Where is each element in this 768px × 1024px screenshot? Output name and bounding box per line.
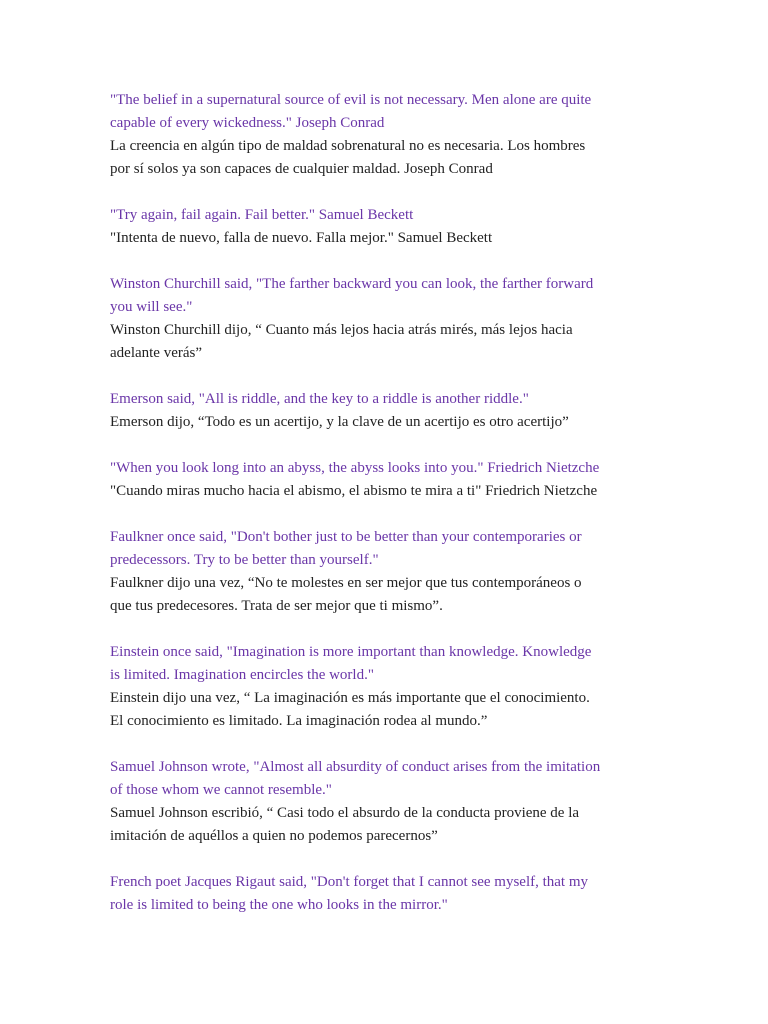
quote-block (110, 89, 658, 181)
spanish-translation-line: "Cuando miras mucho hacia el abismo, el abismo te mira a ti" Friedrich Nietzche (110, 483, 598, 499)
english-quote-line: you will see." (110, 299, 193, 315)
quote-block (110, 871, 658, 917)
english-quote-line: Samuel Johnson wrote, "Almost all absurdity of conduct arises from the imitation (110, 759, 601, 775)
english-quote-line: Faulkner once said, "Don't bother just to be better than your contemporaries or (110, 529, 582, 545)
quote-block (110, 273, 658, 365)
english-quote-line: "When you look long into an abyss, the abyss looks into you." Friedrich Nietzche (110, 460, 600, 476)
english-quote-line: "The belief in a supernatural source of evil is not necessary. Men alone are quite (110, 92, 592, 108)
quotes-list (110, 89, 658, 940)
spanish-translation-line: Einstein dijo una vez, “ La imaginación es más importante que el conocimiento. (110, 690, 590, 706)
spanish-translation-line: Samuel Johnson escribió, “ Casi todo el absurdo de la conducta proviene de la (110, 805, 580, 821)
spanish-translation-line: "Intenta de nuevo, falla de nuevo. Falla mejor." Samuel Beckett (110, 230, 493, 246)
quote-block (110, 457, 658, 503)
english-quote-line: capable of every wickedness." Joseph Conrad (110, 115, 385, 131)
spanish-translation-line: imitación de aquéllos a quien no podemos parecernos” (110, 828, 438, 844)
quote-block (110, 756, 658, 848)
spanish-translation-line: adelante verás” (110, 345, 203, 361)
spanish-translation-line: La creencia en algún tipo de maldad sobrenatural no es necesaria. Los hombres (110, 138, 586, 154)
spanish-translation-line: por sí solos ya son capaces de cualquier maldad. Joseph Conrad (110, 161, 493, 177)
quote-block (110, 641, 658, 733)
english-quote-line: Einstein once said, "Imagination is more important than knowledge. Knowledge (110, 644, 592, 660)
english-quote-line: Winston Churchill said, "The farther backward you can look, the farther forward (110, 276, 594, 292)
spanish-translation-line: que tus predecesores. Trata de ser mejor que ti mismo”. (110, 598, 443, 614)
quote-block (110, 388, 658, 434)
english-quote-line: Emerson said, "All is riddle, and the key to a riddle is another riddle." (110, 391, 529, 407)
spanish-translation-line: Faulkner dijo una vez, “No te molestes en ser mejor que tus contemporáneos o (110, 575, 582, 591)
english-quote-line: French poet Jacques Rigaut said, "Don't forget that I cannot see myself, that my (110, 874, 589, 890)
spanish-translation-line: Winston Churchill dijo, “ Cuanto más lejos hacia atrás mirés, más lejos hacia (110, 322, 573, 338)
english-quote-line: predecessors. Try to be better than yourself." (110, 552, 379, 568)
english-quote-line: is limited. Imagination encircles the world." (110, 667, 374, 683)
english-quote-line: of those whom we cannot resemble." (110, 782, 332, 798)
english-quote-line: role is limited to being the one who looks in the mirror." (110, 897, 448, 913)
english-quote-line: "Try again, fail again. Fail better." Samuel Beckett (110, 207, 414, 223)
spanish-translation-line: El conocimiento es limitado. La imaginación rodea al mundo.” (110, 713, 488, 729)
quote-block (110, 204, 658, 250)
quote-block (110, 526, 658, 618)
spanish-translation-line: Emerson dijo, “Todo es un acertijo, y la clave de un acertijo es otro acertijo” (110, 414, 569, 430)
